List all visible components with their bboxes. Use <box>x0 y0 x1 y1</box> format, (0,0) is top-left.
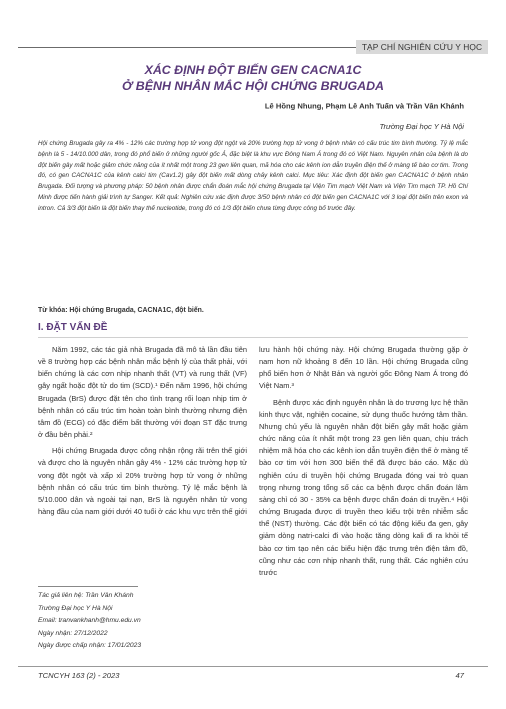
left-column <box>38 344 247 518</box>
footnote-line: Ngày được chấp nhận: 17/01/2023 <box>38 642 142 650</box>
page-number: 47 <box>455 671 464 680</box>
journal-issue: TCNCYH 163 (2) - 2023 <box>38 671 120 680</box>
affiliation: Trường Đại học Y Hà Nội <box>379 122 464 131</box>
footer-rule <box>18 666 488 667</box>
correspondence-footnote <box>38 590 141 653</box>
footnote-line: Ngày nhận: 27/12/2022 <box>38 629 108 637</box>
title-line-1: XÁC ĐỊNH ĐỘT BIẾN GEN CACNA1C <box>144 63 362 77</box>
footnote-rule <box>38 586 138 587</box>
left-paragraph-1: Năm 1992, các tác giả nhà Brugada đã mô tả lần đầu tiên về 8 trường hợp các bệnh nhân mắc bệnh lý của thất phải, với biến chứng là các cơn nhịp nhanh thất (VT) và rung thất (VF) gây ngất hoặc đột tử do tim (SCD).¹ Đến năm 1996, hội chứng Brugada (BrS) được đặt tên cho tình trạng rối loạn nhịp tim ở bệnh nhân có cấu trúc tim hoàn toàn bình thường nhưng điện tâm đồ (ECG) có đặc điểm bất thường với đoạn ST đặc trưng ở đầu bên phải.² <box>38 345 247 440</box>
journal-header <box>0 40 506 54</box>
keywords: Từ khóa: Hội chứng Brugada, CACNA1C, đột biến. <box>38 307 204 314</box>
section-title: I. ĐẶT VẤN ĐỀ <box>38 322 108 333</box>
section-rule <box>38 337 468 338</box>
article-title <box>40 62 466 94</box>
right-column <box>259 344 468 579</box>
right-paragraph-1: lưu hành hội chứng này. Hội chứng Brugada thường gặp ở nam hơn nữ khoảng 8 đến 10 lần. Hội chứng Brugada cũng phổ biến hơn ở Nhật Bản và người gốc Đông Nam Á trong đó Việt Nam.³ <box>259 345 468 391</box>
title-line-2: Ở BỆNH NHÂN MẮC HỘI CHỨNG BRUGADA <box>121 79 384 93</box>
authors-text: Lê Hồng Nhung, Phạm Lê Anh Tuấn và Trần Vân Khánh <box>264 101 464 111</box>
footnote-line: Trường Đại học Y Hà Nội <box>38 604 113 612</box>
footnote-line: Email: tranvankhanh@hmu.edu.vn <box>38 617 141 625</box>
header-rule <box>18 47 356 48</box>
journal-tag: TẠP CHÍ NGHIÊN CỨU Y HỌC <box>356 40 488 54</box>
authors <box>265 101 464 111</box>
abstract: Hội chứng Brugada gây ra 4% - 12% các trường hợp tử vong đột ngột và 20% trường hợp tử vong ở bệnh nhân có cấu trúc tim bình thường. Tỷ lệ mắc bệnh là 5 - 14/10.000 dân, trong đó phổ biến ở những người gốc Á, đặc biệt là khu vực Đông Nam Á trong đó có Việt Nam. Nguyên nhân của bệnh là do đột biến gây mất hoặc giảm chức năng của ít nhất một trong 23 gen liên quan, mã hóa cho các kênh ion dẫn truyền điện thế ở màng tế bào cơ tim. Trong đó, có gen CACNA1C của kênh calci tim (Cav1.2) gây đột biến mất dòng chảy kênh calci. Mục tiêu: Xác định đột biến gen CACNA1C ở bệnh nhân Brugada. Đối tượng và phương pháp: 50 bệnh nhân được chẩn đoán mắc hội chứng Brugada tại Viện Tim mạch Việt Nam và Viện Tim mạch TP. Hồ Chí Minh được tiến hành giải trình tự Sanger. Kết quả: Nghiên cứu xác định được 3/50 bệnh nhân có đột biến gen CACNA1C với 3 loại đột biến trên exon và intron. Cả 3/3 đột biến là đột biến thay thế nucleotide, trong đó có 1/3 đột biến chưa từng được công bố trước đây. <box>38 140 468 212</box>
footnote-line: Tác giả liên hệ: Trần Vân Khánh <box>38 592 134 599</box>
left-paragraph-2: Hội chứng Brugada được công nhận rộng rãi trên thế giới và được cho là nguyên nhân gây 4% - 12% các trường hợp tử vong đột ngột và xấp xỉ 20% trường hợp tử vong ở những bệnh nhân có cấu trúc tim bình thường. Tỷ lệ mắc bệnh là 5/10.000 dân và ngoài tại nạn, BrS là nguyên nhân tử vong hàng đầu của nam giới dưới 40 tuổi ở các khu vực trên thế giới <box>38 446 247 517</box>
right-paragraph-2: Bệnh được xác định nguyên nhân là do trương lực hệ thần kinh thực vật, nghiện cocaine, sử dụng thuốc hướng tâm thần. Nhưng chủ yếu là nguyên nhân đột biến gây mất hoặc giảm chức năng của ít nhất một trong 23 gen liên quan, chịu trách nhiệm mã hóa cho các kênh ion dẫn truyền điện thế ở màng tế bào cơ tim với hơn 300 biến thể đã được báo cáo. Mặc dù nghiên cứu di truyền hội chứng Brugada đóng vai trò quan trọng nhưng trong tổng số các ca bệnh được chẩn đoán lâm sàng chỉ có 30 - 35% ca bệnh được chẩn đoán di truyền.⁴ Hội chứng Brugada được di truyền theo kiểu trội trên nhiễm sắc thể (NST) thường. Các đột biến có tác động kiểu đa gen, gây giảm dòng natri-calci đi vào hoặc tăng dòng kali đi ra khỏi tế bào cơ tim tạo nên các biểu hiện đặc trưng trên điện tâm đồ, cũng như các cơn nhịp nhanh thất, rung thất. Các nghiên cứu trước <box>259 397 468 577</box>
